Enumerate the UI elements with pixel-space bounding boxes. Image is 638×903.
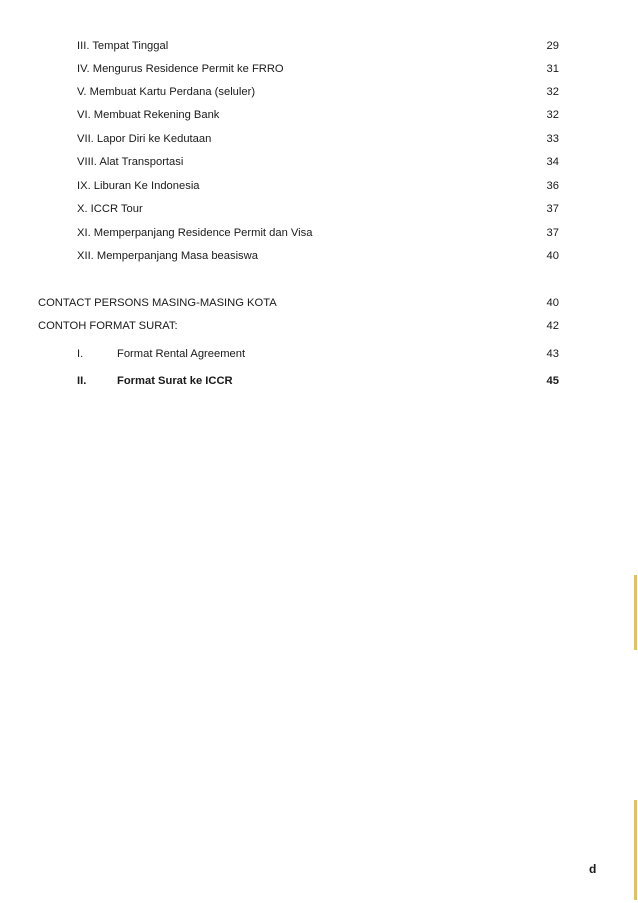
toc-format-page: 45	[546, 375, 559, 387]
toc-format-number: I.	[77, 348, 84, 360]
toc-entry[interactable]	[0, 108, 638, 122]
toc-entry-page: 33	[546, 133, 559, 145]
toc-entry-page: 32	[546, 109, 559, 121]
toc-entry-page: 34	[546, 156, 559, 168]
accent-bar	[634, 800, 637, 900]
toc-format-page: 43	[546, 348, 559, 360]
toc-format-label: Format Surat ke ICCR	[117, 375, 233, 387]
toc-section-page: 40	[546, 297, 559, 309]
toc-entry-page: 40	[546, 250, 559, 262]
toc-entry[interactable]	[0, 249, 638, 263]
toc-section-label: CONTACT PERSONS MASING-MASING KOTA	[38, 297, 277, 309]
toc-section-page: 42	[546, 320, 559, 332]
toc-entry-label: VII. Lapor Diri ke Kedutaan	[77, 133, 212, 145]
toc-entry-label: III. Tempat Tinggal	[77, 40, 169, 52]
page-number: d	[589, 862, 597, 876]
toc-entry[interactable]	[0, 226, 638, 240]
toc-entry-label: XI. Memperpanjang Residence Permit dan Visa	[77, 227, 313, 239]
toc-entry[interactable]	[0, 155, 638, 169]
toc-entry-page: 29	[546, 40, 559, 52]
toc-entry[interactable]	[0, 85, 638, 99]
toc-format-number: II.	[77, 375, 87, 387]
toc-entry-page: 31	[546, 63, 559, 75]
accent-bar	[634, 575, 637, 650]
toc-entry[interactable]	[0, 132, 638, 146]
toc-format-label: Format Rental Agreement	[117, 348, 246, 360]
toc-entry[interactable]	[0, 39, 638, 53]
toc-entry-label: XII. Memperpanjang Masa beasiswa	[77, 250, 258, 262]
toc-entry-page: 37	[546, 227, 559, 239]
toc-entry-label: V. Membuat Kartu Perdana (seluler)	[77, 86, 256, 98]
toc-format-entry[interactable]	[0, 347, 638, 361]
toc-section-entry[interactable]	[0, 319, 638, 333]
toc-entry-label: IX. Liburan Ke Indonesia	[77, 180, 200, 192]
toc-section-label: CONTOH FORMAT SURAT:	[38, 320, 178, 332]
toc-entry[interactable]	[0, 62, 638, 76]
toc-entry[interactable]	[0, 179, 638, 193]
toc-entry-page: 32	[546, 86, 559, 98]
toc-entry-page: 36	[546, 180, 559, 192]
toc-entry-label: IV. Mengurus Residence Permit ke FRRO	[77, 63, 284, 75]
toc-entry-page: 37	[546, 203, 559, 215]
toc-entry-label: VIII. Alat Transportasi	[77, 156, 184, 168]
toc-section-entry[interactable]	[0, 296, 638, 310]
toc-entry[interactable]	[0, 202, 638, 216]
toc-format-entry[interactable]	[0, 374, 638, 388]
toc-entry-label: X. ICCR Tour	[77, 203, 143, 215]
toc-entry-label: VI. Membuat Rekening Bank	[77, 109, 220, 121]
